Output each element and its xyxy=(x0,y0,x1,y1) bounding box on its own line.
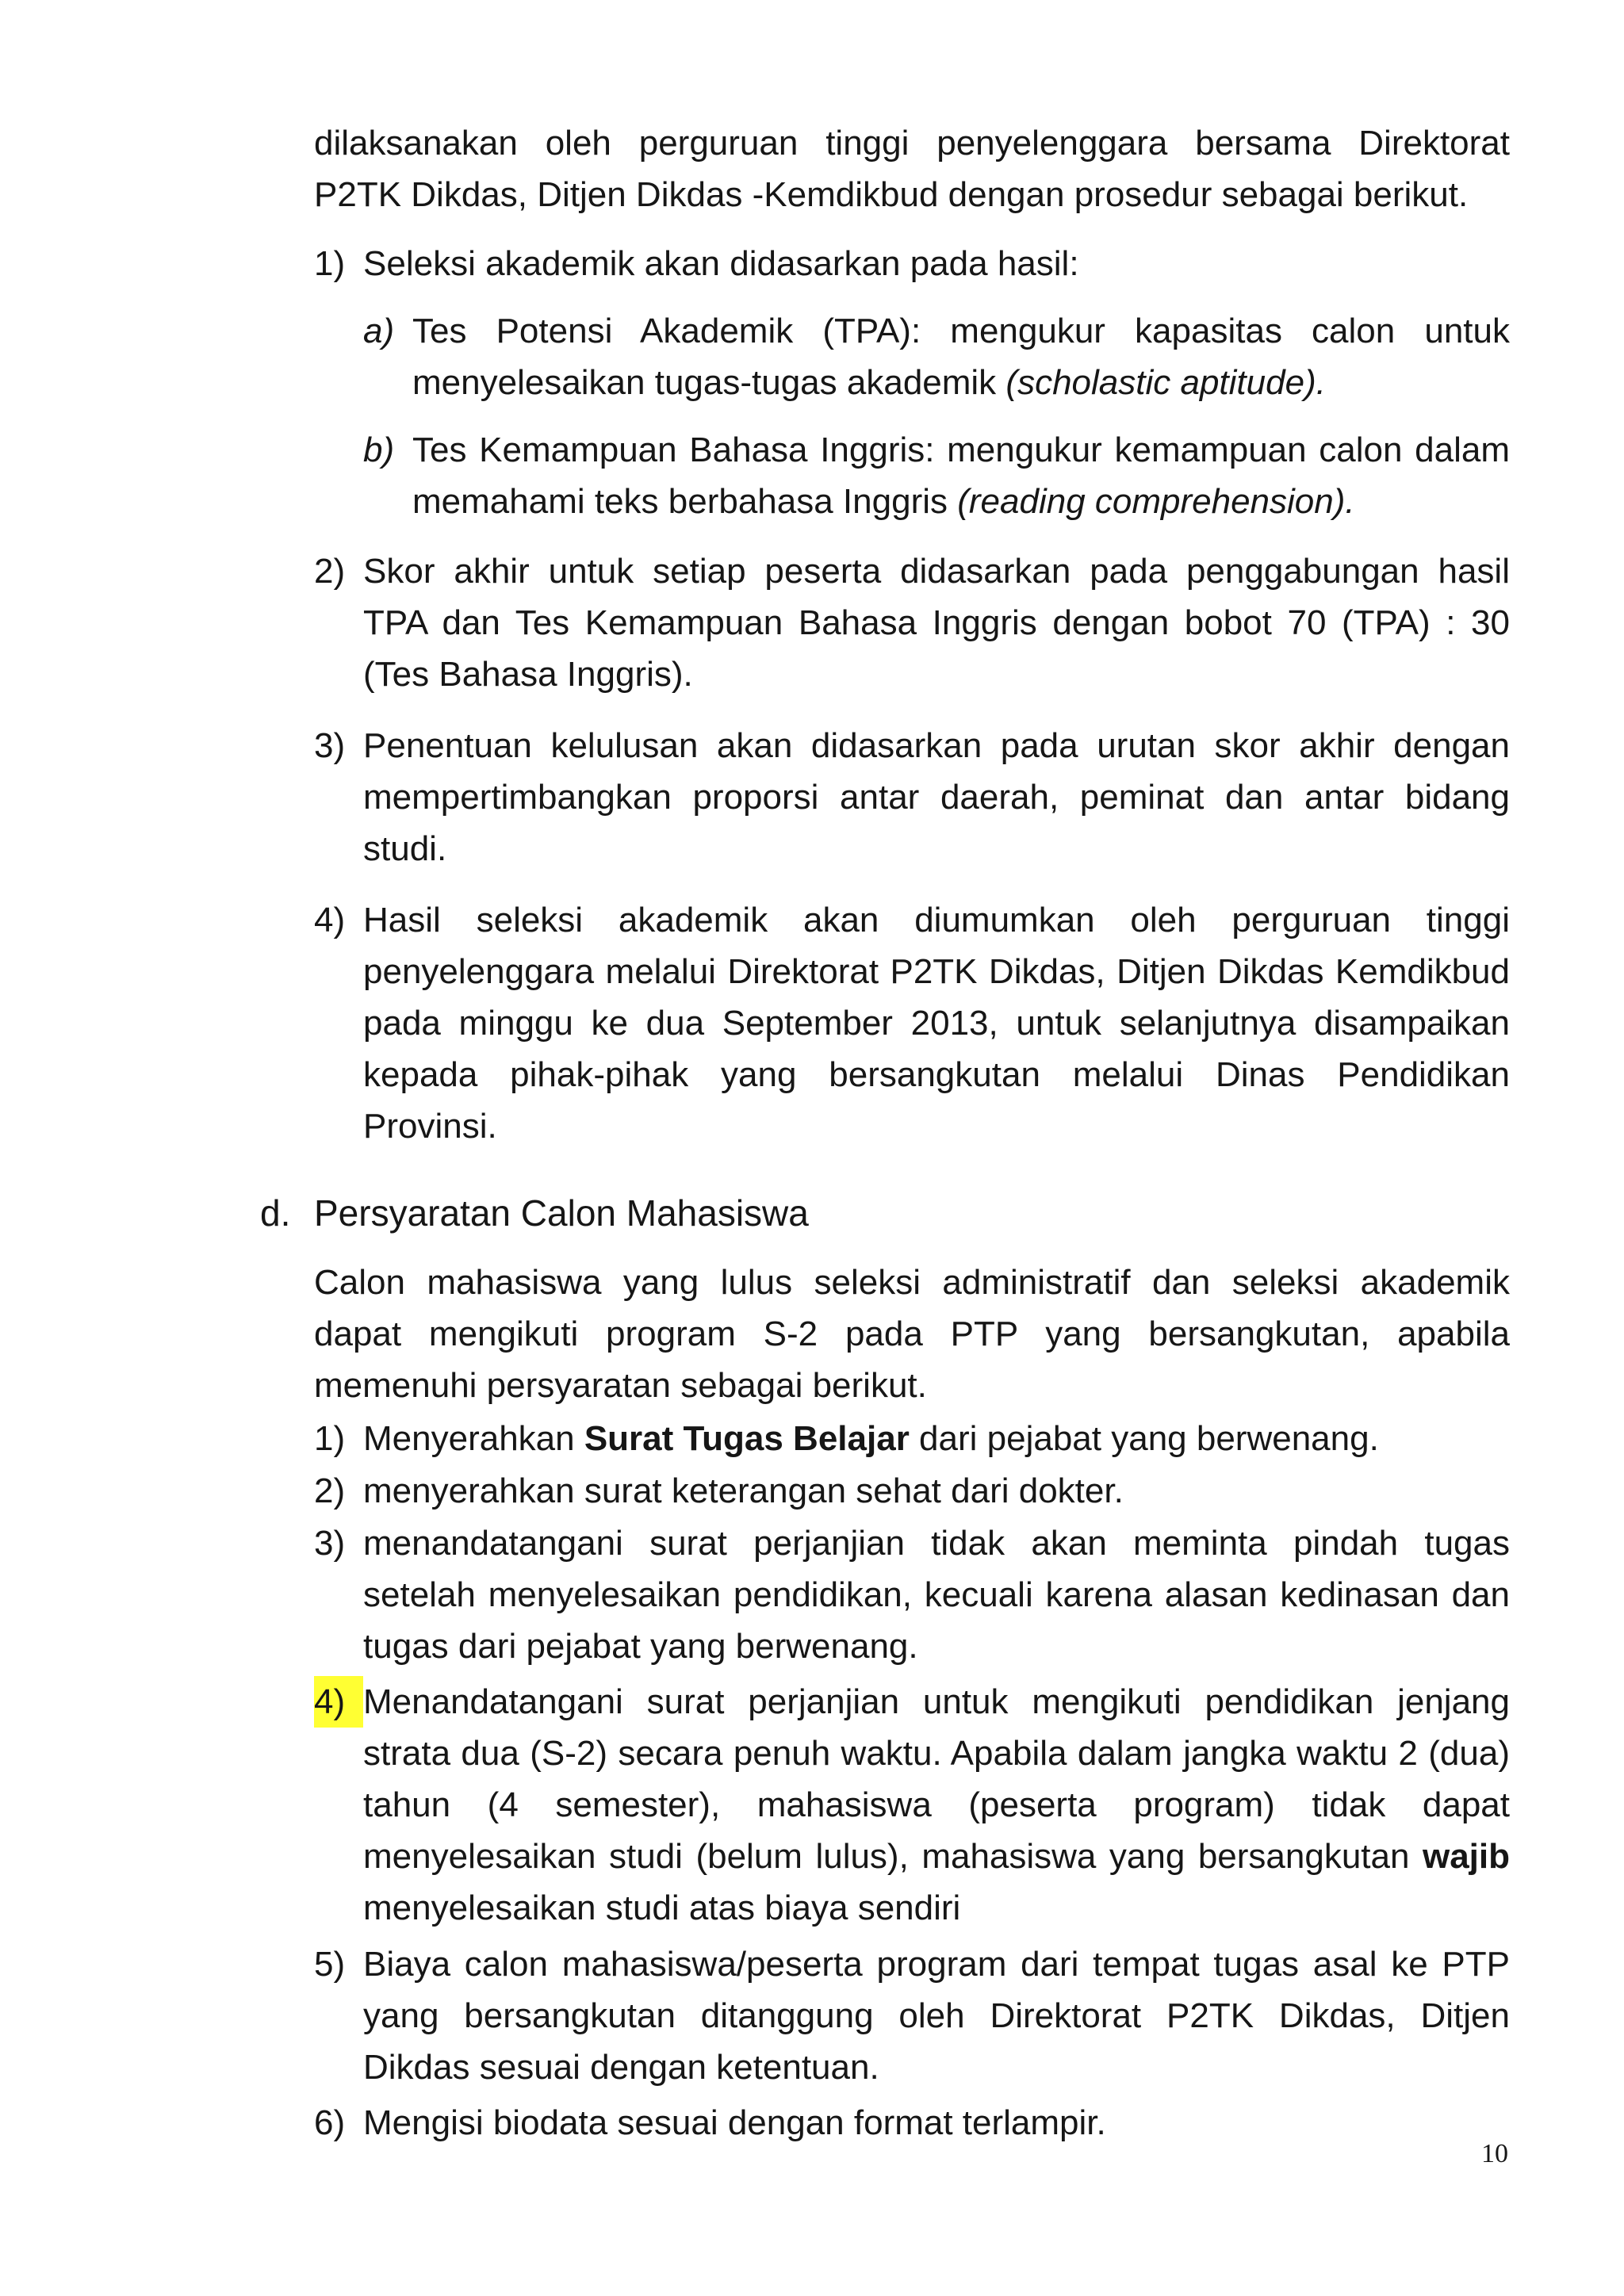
selection-subitem-b xyxy=(363,424,1510,527)
item-text: Menyerahkan Surat Tugas Belajar dari pejabat yang berwenang. xyxy=(363,1419,1379,1458)
requirement-item-1 xyxy=(314,1413,1510,1464)
selection-item-4 xyxy=(314,894,1510,1152)
requirement-item-5 xyxy=(314,1938,1510,2093)
item-number: 3) xyxy=(314,726,346,765)
requirement-item-6 xyxy=(314,2097,1510,2149)
item-number: 2) xyxy=(314,552,346,591)
subitem-letter: b) xyxy=(363,430,395,469)
item-number: 1) xyxy=(314,1419,346,1458)
selection-item-3 xyxy=(314,720,1510,874)
page-number: 10 xyxy=(1481,2139,1508,2168)
item-text: menandatangani surat perjanjian tidak akan meminta pindah tugas setelah menyelesaikan pendidikan, kecuali karena alasan kedinasan dan tugas dari pejabat yang berwenang. xyxy=(363,1524,1510,1666)
item-number: 4) xyxy=(314,901,346,939)
item-number-highlighted: 4) xyxy=(314,1676,363,1728)
requirement-item-4 xyxy=(314,1676,1510,1934)
wajib-bold: wajib xyxy=(1422,1837,1510,1876)
item-number: 1) xyxy=(314,244,346,283)
item-text: menyerahkan surat keterangan sehat dari dokter. xyxy=(363,1471,1124,1510)
item-text: Mengisi biodata sesuai dengan format terlampir. xyxy=(363,2103,1106,2142)
requirement-item-2 xyxy=(314,1465,1510,1517)
section-d-intro: Calon mahasiswa yang lulus seleksi administratif dan seleksi akademik dapat mengikuti program S-2 pada PTP yang bersangkutan, apabila memenuhi persyaratan sebagai berikut. xyxy=(314,1263,1510,1405)
item-number: 2) xyxy=(314,1471,346,1510)
intro-line-2: P2TK Dikdas, Ditjen Dikdas -Kemdikbud dengan prosedur sebagai berikut. xyxy=(314,175,1469,214)
item-text: Menandatangani surat perjanjian untuk mengikuti pendidikan jenjang strata dua (S-2) secara penuh waktu. Apabila dalam jangka waktu 2 (dua) tahun (4 semester), mahasiswa (peserta program) tidak dapat menyelesaikan studi (belum lulus), mahasiswa yang bersangkutan wajib menyelesaikan studi atas biaya sendiri xyxy=(363,1682,1510,1927)
item-text: Skor akhir untuk setiap peserta didasarkan pada penggabungan hasil TPA dan Tes Kemampuan Bahasa Inggris dengan bobot 70 (TPA) : 30 (Tes Bahasa Inggris). xyxy=(363,552,1510,694)
intro-paragraph xyxy=(314,117,1510,220)
item-number: 6) xyxy=(314,2103,346,2142)
item-text: Penentuan kelulusan akan didasarkan pada urutan skor akhir dengan mempertimbangkan proporsi antar daerah, peminat dan antar bidang studi. xyxy=(363,726,1510,868)
selection-item-1 xyxy=(314,238,1510,289)
item-number: 3) xyxy=(314,1524,346,1563)
intro-line-1: dilaksanakan oleh perguruan tinggi penyelenggara bersama Direktorat xyxy=(314,124,1510,163)
requirement-item-3 xyxy=(314,1517,1510,1672)
section-title: Persyaratan Calon Mahasiswa xyxy=(314,1192,809,1234)
item-text: Hasil seleksi akademik akan diumumkan oleh perguruan tinggi penyelenggara melalui Direktorat P2TK Dikdas, Ditjen Dikdas Kemdikbud pada minggu ke dua September 2013, untuk selanjutnya disampaikan kepada pihak-pihak yang bersangkutan melalui Dinas Pendidikan Provinsi. xyxy=(363,901,1510,1146)
item-text: Seleksi akademik akan didasarkan pada hasil: xyxy=(363,244,1079,283)
section-number: d. xyxy=(260,1192,291,1234)
selection-item-2 xyxy=(314,545,1510,700)
item-text: Biaya calon mahasiswa/peserta program dari tempat tugas asal ke PTP yang bersangkutan ditanggung oleh Direktorat P2TK Dikdas, Ditjen Dikdas sesuai dengan ketentuan. xyxy=(363,1945,1510,2087)
subitem-text: Tes Kemampuan Bahasa Inggris: mengukur kemampuan calon dalam memahami teks berbahasa Inggris (reading comprehension). xyxy=(412,430,1510,521)
selection-subitem-a xyxy=(363,305,1510,408)
surat-tugas-belajar-bold: Surat Tugas Belajar xyxy=(584,1419,910,1458)
item-number: 5) xyxy=(314,1945,346,1984)
section-d-heading xyxy=(260,1188,809,1239)
subitem-text: Tes Potensi Akademik (TPA): mengukur kapasitas calon untuk menyelesaikan tugas-tugas akademik (scholastic aptitude). xyxy=(412,312,1510,402)
subitem-letter: a) xyxy=(363,312,395,350)
